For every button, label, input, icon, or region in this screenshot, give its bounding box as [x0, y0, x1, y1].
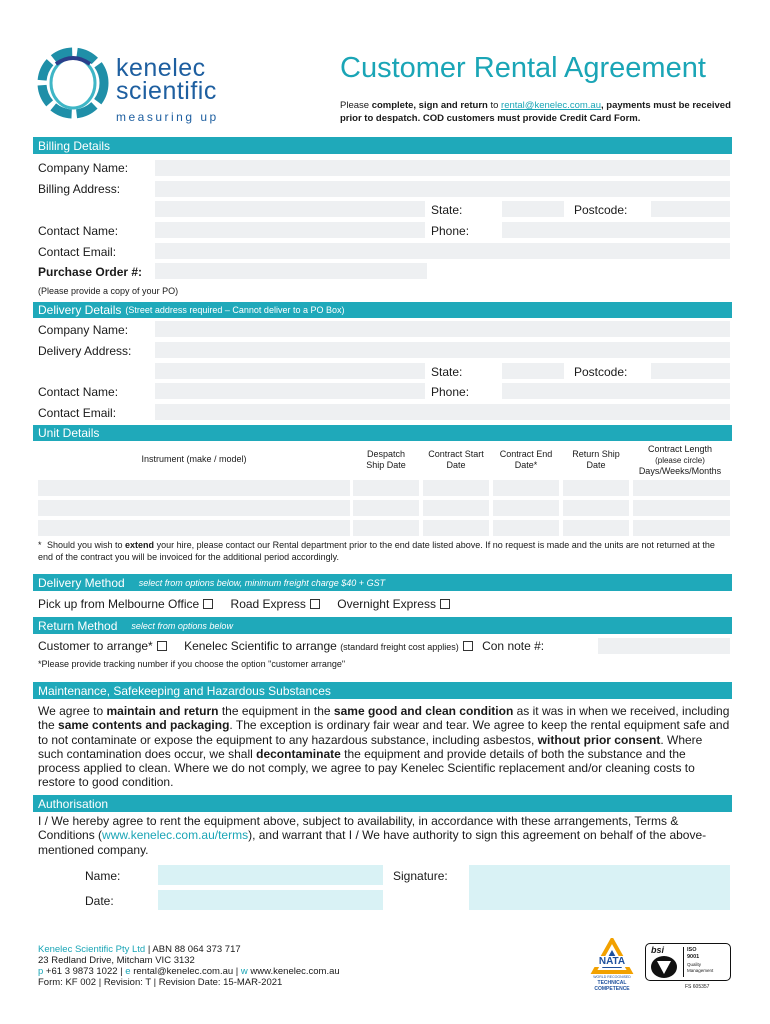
nata-sub-3: COMPETENCE	[594, 986, 630, 992]
overnight-express-checkbox[interactable]	[440, 599, 450, 609]
delivery-phone-label: Phone:	[431, 385, 470, 399]
unit-row-instrument[interactable]	[38, 480, 350, 496]
delivery-postcode-input[interactable]	[651, 363, 730, 379]
delivery-option-row	[38, 597, 450, 611]
road-express-checkbox[interactable]	[310, 599, 320, 609]
bsi-logo: bsi	[651, 945, 665, 955]
return-method-header: Return Method select from options below	[33, 617, 732, 634]
terms-link[interactable]: www.kenelec.com.au/terms	[102, 828, 249, 843]
unit-row-return[interactable]	[563, 520, 629, 536]
purchase-order-note: (Please provide a copy of your PO)	[38, 286, 179, 296]
billing-phone-label: Phone:	[431, 224, 470, 238]
unit-row-instrument[interactable]	[38, 520, 350, 536]
delivery-contact-input[interactable]	[155, 383, 425, 399]
iso-management: Management	[687, 968, 714, 973]
unit-row-start[interactable]	[423, 500, 489, 516]
billing-contact-label: Contact Name:	[38, 224, 119, 238]
unit-row-despatch[interactable]	[353, 500, 419, 516]
unit-row-end[interactable]	[493, 520, 559, 536]
billing-state-label: State:	[431, 203, 463, 217]
unit-row-length[interactable]	[633, 520, 730, 536]
delivery-state-input[interactable]	[502, 363, 564, 379]
return-footnote: *Please provide tracking number if you choose the option "customer arrange"	[38, 659, 346, 669]
nata-badge	[590, 938, 634, 994]
delivery-address-input-1[interactable]	[155, 342, 730, 358]
page-title: Customer Rental Agreement	[340, 52, 706, 84]
unit-row-start[interactable]	[423, 520, 489, 536]
billing-address-label: Billing Address:	[38, 182, 121, 196]
billing-state-input[interactable]	[502, 201, 564, 217]
maintenance-text: We agree to maintain and return the equipment in the same good and clean condition as it was in when we received, including the same contents and packaging. The exception is ordinary fair wear and tear. We agree to keep the rental equipment safe and to not contaminate or expose the equipment to any hazardous substance, including asbestos, without prior consent. Where such contamination does occur, we shall decontaminate the equipment and provide details of both the substance and the process applied to clean. Where we do not comply, we agree to pay Kenelec Scientific replacement and/or cleaning costs to restore to good condition.	[38, 704, 730, 790]
auth-date-input[interactable]	[158, 890, 383, 910]
unit-row-end[interactable]	[493, 500, 559, 516]
billing-phone-input[interactable]	[502, 222, 730, 238]
col-contract-end: Contract End Date*	[499, 449, 553, 470]
auth-name-input[interactable]	[158, 865, 383, 885]
con-note-input[interactable]	[598, 638, 730, 654]
logo-ring-icon	[36, 46, 110, 120]
pickup-checkbox[interactable]	[203, 599, 213, 609]
col-return-ship: Return Ship Date	[572, 449, 620, 470]
unit-row-return[interactable]	[563, 500, 629, 516]
unit-row-despatch[interactable]	[353, 520, 419, 536]
maintenance-header: Maintenance, Safekeeping and Hazardous Substances	[33, 682, 732, 699]
footer-email[interactable]: rental@kenelec.com.au |	[130, 966, 241, 977]
billing-section-header: Billing Details	[33, 137, 732, 154]
iso-number: 9001	[687, 954, 700, 960]
footer-line-3: p +61 3 9873 1022 | e rental@kenelec.com.au | w www.kenelec.com.au	[38, 966, 340, 977]
billing-company-input[interactable]	[155, 160, 730, 176]
logo-tagline: measuring up	[116, 110, 219, 124]
billing-postcode-label: Postcode:	[574, 203, 628, 217]
auth-date-label: Date:	[85, 894, 114, 908]
delivery-contact-label: Contact Name:	[38, 385, 119, 399]
col-contract-length: Contract Length (please circle) Days/Weeks/Months	[638, 444, 722, 476]
delivery-company-input[interactable]	[155, 321, 730, 337]
billing-email-input[interactable]	[155, 243, 730, 259]
unit-section-header: Unit Details	[33, 425, 732, 441]
customer-arrange-option[interactable]: Customer to arrange*	[38, 639, 167, 653]
delivery-company-label: Company Name:	[38, 323, 129, 337]
billing-address-input-2[interactable]	[155, 201, 425, 217]
unit-row-length[interactable]	[633, 500, 730, 516]
return-option-row	[38, 639, 544, 653]
delivery-address-label: Delivery Address:	[38, 344, 132, 358]
unit-row-length[interactable]	[633, 480, 730, 496]
nata-sub-2: TECHNICAL	[597, 980, 627, 986]
footer-line-4: Form: KF 002 | Revision: T | Revision Date: 15-MAR-2021	[38, 977, 283, 988]
billing-address-input-1[interactable]	[155, 181, 730, 197]
delivery-phone-input[interactable]	[502, 383, 730, 399]
billing-email-label: Contact Email:	[38, 245, 117, 259]
kenelec-arrange-checkbox[interactable]	[463, 641, 473, 651]
col-contract-start: Contract Start Date	[428, 449, 484, 470]
rental-email-link[interactable]: rental@kenelec.com.au	[501, 100, 601, 111]
purchase-order-label: Purchase Order #:	[38, 265, 143, 279]
bsi-shield-icon	[650, 955, 678, 979]
overnight-express-option[interactable]: Overnight Express	[337, 597, 450, 611]
intro-text: Please complete, sign and return to rental@kenelec.com.au, payments must be received prior to despatch. COD customers must provide Credit Card Form.	[340, 100, 731, 124]
auth-name-label: Name:	[85, 869, 121, 883]
nata-sub-1: WORLD RECOGNISED	[593, 975, 631, 979]
unit-row-despatch[interactable]	[353, 480, 419, 496]
customer-arrange-checkbox[interactable]	[157, 641, 167, 651]
billing-contact-input[interactable]	[155, 222, 425, 238]
authorisation-text: I / We hereby agree to rent the equipment above, subject to availability, in accordance with these arrangements, Terms & Conditions (www.kenelec.com.au/terms), and warrant that I / We have authority to sign this agreement on behalf of the above-mentioned company.	[38, 814, 707, 857]
logo-line1: kenelec	[116, 54, 206, 82]
unit-row-start[interactable]	[423, 480, 489, 496]
unit-row-end[interactable]	[493, 480, 559, 496]
footer-line-1: Kenelec Scientific Pty Ltd | ABN 88 064 373 717	[38, 944, 241, 955]
delivery-section-header: Delivery Details (Street address required – Cannot deliver to a PO Box)	[33, 302, 732, 318]
delivery-email-label: Contact Email:	[38, 406, 117, 420]
delivery-method-header: Delivery Method select from options below, minimum freight charge $40 + GST	[33, 574, 732, 591]
road-express-option[interactable]: Road Express	[231, 597, 320, 611]
purchase-order-input[interactable]	[155, 263, 427, 279]
pickup-option[interactable]: Pick up from Melbourne Office	[38, 597, 213, 611]
unit-row-return[interactable]	[563, 480, 629, 496]
authorisation-header: Authorisation	[33, 795, 732, 812]
company-logo	[36, 46, 246, 126]
footer-line-2: 23 Redland Drive, Mitcham VIC 3132	[38, 955, 195, 966]
billing-postcode-input[interactable]	[651, 201, 730, 217]
nata-text: NATA	[590, 956, 634, 967]
iso-label: ISO	[687, 947, 697, 953]
delivery-email-input[interactable]	[155, 404, 730, 420]
delivery-postcode-label: Postcode:	[574, 365, 628, 379]
col-instrument: Instrument (make / model)	[141, 454, 247, 464]
iso-badge	[645, 943, 731, 991]
footer-website[interactable]: www.kenelec.com.au	[247, 966, 340, 977]
cert-number: FS 605357	[685, 984, 710, 990]
con-note-label: Con note #:	[482, 639, 545, 653]
delivery-state-label: State:	[431, 365, 463, 379]
auth-signature-input[interactable]	[469, 865, 730, 910]
col-despatch-date: Despatch Ship Date	[366, 449, 406, 470]
iso-quality: Quality	[687, 962, 702, 967]
delivery-address-input-2[interactable]	[155, 363, 425, 379]
unit-row-instrument[interactable]	[38, 500, 350, 516]
extension-note: * Should you wish to extend your hire, please contact our Rental department prior to the end date listed above. If no request is made and the units are not returned at the end of the contract you will be invoiced for the additional period accordingly.	[38, 540, 715, 562]
logo-line2: scientific	[116, 77, 217, 105]
auth-signature-label: Signature:	[393, 869, 448, 883]
billing-company-label: Company Name:	[38, 161, 129, 175]
kenelec-arrange-option[interactable]: Kenelec Scientific to arrange (standard freight cost applies)	[184, 639, 473, 653]
